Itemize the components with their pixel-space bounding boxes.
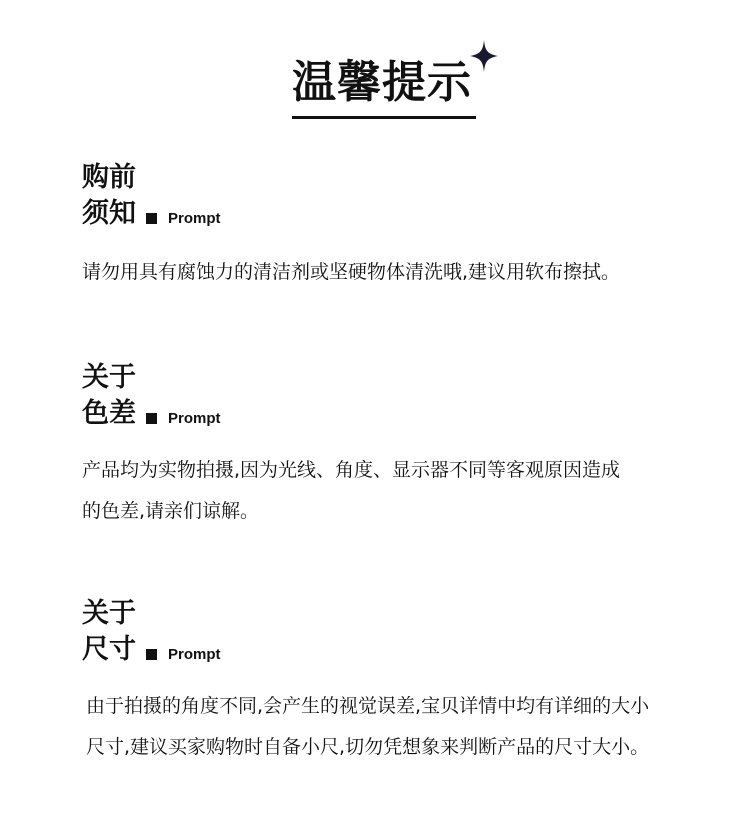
body-line: 请勿用具有腐蚀力的清洁剂或坚硬物体清洗哦,建议用软布擦拭。: [82, 261, 621, 283]
heading-line-1: 关于: [82, 362, 136, 393]
page-title-block: [292, 54, 478, 120]
heading-line-2: 尺寸: [82, 634, 136, 665]
section-size: [82, 596, 742, 768]
title-underline: [292, 116, 476, 119]
heading-line-2: 色差: [82, 398, 136, 429]
page-title: 温馨提示: [292, 57, 472, 108]
section-purchase-notice: [82, 160, 742, 293]
square-bullet-icon: [146, 413, 157, 424]
section-heading: [82, 160, 742, 240]
heading-line-2: 须知: [82, 198, 136, 229]
body-line: 尺寸,建议买家购物时自备小尺,切勿凭想象来判断产品的尺寸大小。: [86, 736, 650, 758]
section-heading: [82, 596, 742, 676]
section-heading: [82, 360, 742, 440]
prompt-label: Prompt: [168, 409, 221, 427]
square-bullet-icon: [146, 649, 157, 660]
heading-line-1: 关于: [82, 598, 136, 629]
section-color-difference: [82, 360, 742, 532]
sparkle-icon: [470, 40, 498, 72]
section-body: [82, 252, 742, 293]
square-bullet-icon: [146, 213, 157, 224]
heading-line-1: 购前: [82, 162, 136, 193]
body-line: 产品均为实物拍摄,因为光线、角度、显示器不同等客观原因造成: [82, 459, 621, 481]
prompt-label: Prompt: [168, 209, 221, 227]
section-body: [86, 686, 742, 768]
body-line: 的色差,请亲们谅解。: [82, 500, 260, 522]
prompt-label: Prompt: [168, 645, 221, 663]
body-line: 由于拍摄的角度不同,会产生的视觉误差,宝贝详情中均有详细的大小: [86, 695, 650, 717]
section-body: [82, 450, 742, 532]
